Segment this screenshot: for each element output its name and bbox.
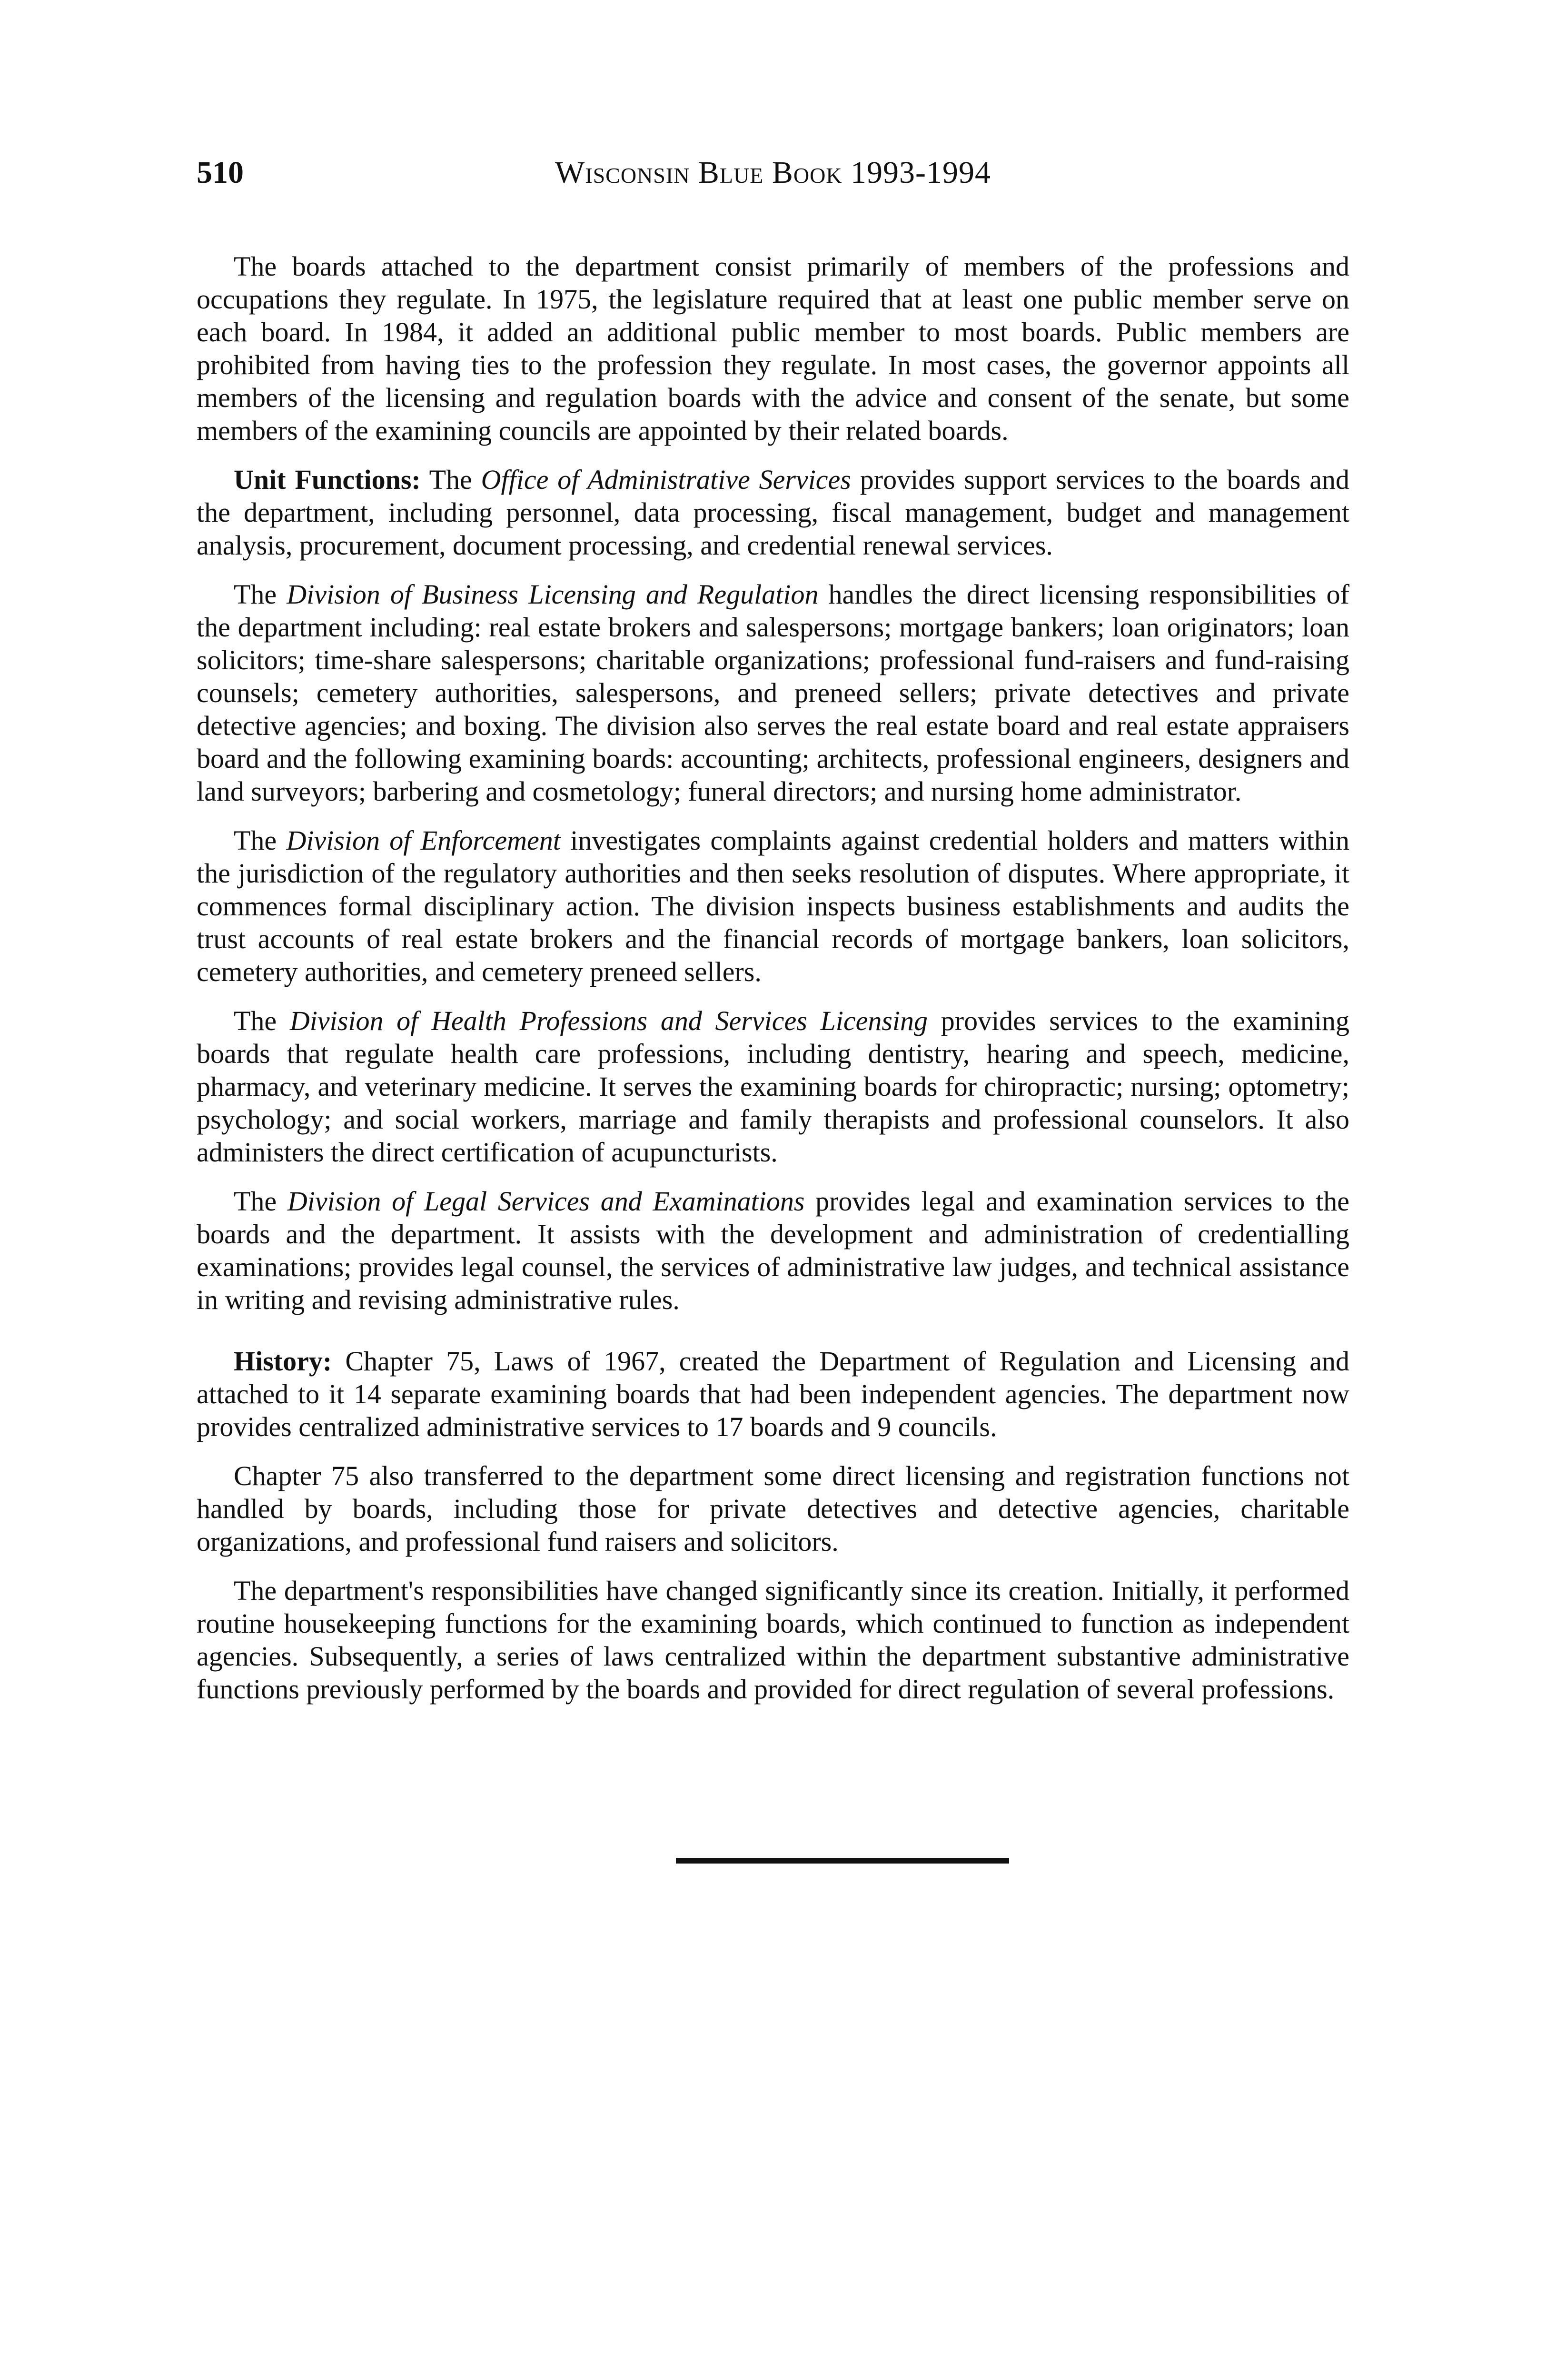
paragraph-unit-functions	[197, 463, 1349, 562]
paragraph-responsibilities: The department's responsibilities have changed significantly since its creation. Initially, it performed routine housekeeping functions for the examining boards, which continued to function as independent agencies. Subsequently, a series of laws centralized within the department substantive administrative functions previously performed by the boards and provided for direct regulation of several professions.	[197, 1575, 1349, 1705]
text-run: investigates complaints against credential holders and matters within the jurisdiction of the regulatory authorities and then seeks resolution of disputes. Where appropriate, it commences formal disciplinary action. The division inspects business establishments and audits the trust accounts of real estate brokers and the financial records of mortgage bankers, loan solicitors, cemetery authorities, and cemetery preneed sellers.	[197, 825, 1349, 987]
paragraph-legal-services	[197, 1185, 1349, 1316]
text-run: The	[234, 1186, 287, 1217]
paragraph-business-licensing	[197, 578, 1349, 808]
text-run: The	[420, 464, 481, 495]
paragraph-board-membership: The boards attached to the department consist primarily of members of the professions and occupations they regulate. In 1975, the legislature required that at least one public member serve on each board. In 1984, it added an additional public member to most boards. Public members are prohibited from having ties to the profession they regulate. In most cases, the governor appoints all members of the licensing and regulation boards with the advice and consent of the senate, but some members of the examining councils are appointed by their related boards.	[197, 251, 1349, 446]
text-run: provides services to the examining boards that regulate health care professions, including dentistry, hearing and speech, medicine, pharmacy, and veterinary medicine. It serves the examining boards for chiropractic; nursing; optometry; psychology; and social workers, marriage and family therapists and professional counselors. It also administers the direct certification of acupuncturists.	[197, 1005, 1349, 1168]
text-run: The	[234, 1005, 290, 1036]
paragraph-health-professions	[197, 1004, 1349, 1169]
history-heading: History:	[234, 1346, 332, 1377]
text-run: provides legal and examination services to the boards and the department. It assists with the development and administration of credentialling examinations; provides legal counsel, the services of administrative law judges, and technical assistance in writing and revising administrative rules.	[197, 1186, 1350, 1315]
unit-functions-heading: Unit Functions:	[234, 464, 421, 495]
unit-name-health-professions: Division of Health Professions and Services Licensing	[289, 1005, 928, 1036]
text-run: Chapter 75, Laws of 1967, created the Department of Regulation and Licensing and attached to it 14 separate examining boards that had been independent agencies. The department now provides centralized administrative services to 17 boards and 9 councils.	[197, 1346, 1349, 1442]
unit-name-legal-services: Division of Legal Services and Examinations	[287, 1186, 805, 1217]
text-run: handles the direct licensing responsibilities of the department including: real estate brokers and salespersons; mortgage bankers; loan originators; loan solicitors; time-share salespersons; charitable organizations; professional fund-raisers and fund-raising counsels; cemetery authorities, salespersons, and preneed sellers; private detectives and private detective agencies; and boxing. The division also serves the real estate board and real estate appraisers board and the following examining boards: accounting; architects, professional engineers, designers and land surveyors; barbering and cosmetology; funeral directors; and nursing home administrator.	[197, 579, 1349, 807]
paragraph-enforcement	[197, 824, 1349, 988]
text-run: The	[234, 825, 287, 856]
paragraph-history	[197, 1345, 1349, 1443]
text-run: The	[234, 579, 287, 610]
section-end-rule	[676, 1858, 1009, 1864]
body-text	[197, 250, 1349, 1722]
text-run: provides support services to the boards and the department, including personnel, data processing, fiscal management, budget and management analysis, procurement, document processing, and credential renewal services.	[197, 464, 1350, 561]
page-number: 510	[197, 155, 244, 190]
running-title: Wisconsin Blue Book 1993-1994	[555, 155, 991, 190]
unit-name-enforcement: Division of Enforcement	[286, 825, 561, 856]
unit-name-business-licensing: Division of Business Licensing and Regulation	[287, 579, 819, 610]
unit-name-admin-services: Office of Administrative Services	[481, 464, 851, 495]
page-header	[197, 151, 1349, 199]
paragraph-chapter-75-transfer: Chapter 75 also transferred to the department some direct licensing and registration functions not handled by boards, including those for private detectives and detective agencies, charitable organizations, and professional fund raisers and solicitors.	[197, 1460, 1349, 1557]
